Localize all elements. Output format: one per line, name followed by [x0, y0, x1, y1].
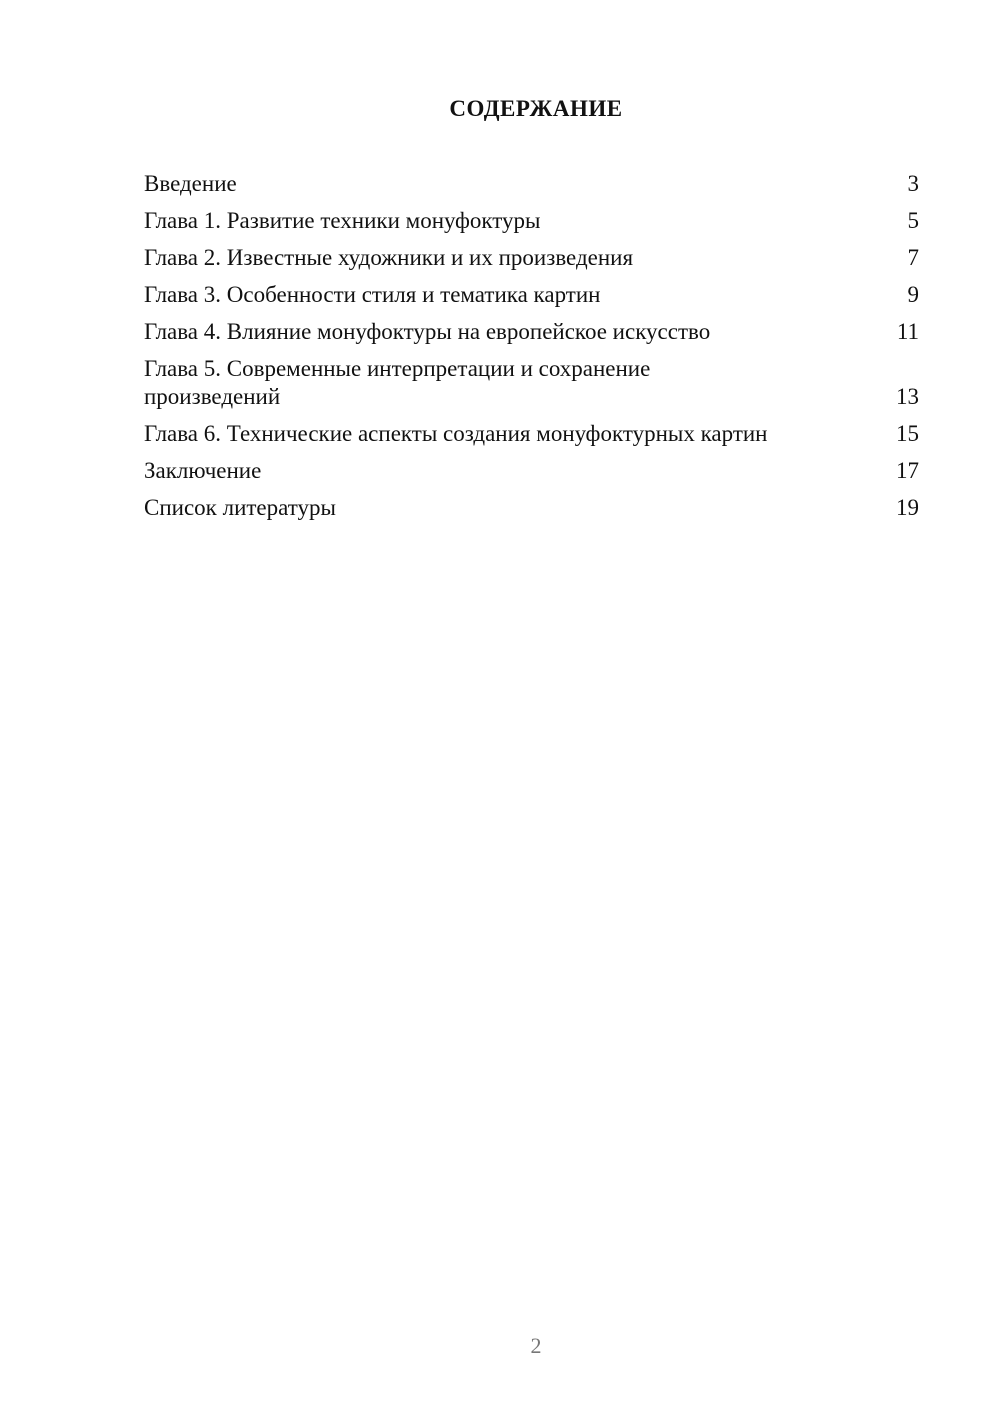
toc-entry-chapter-3: [144, 281, 919, 309]
toc-entry-conclusion: [144, 457, 919, 485]
toc-entry-text: Введение: [144, 171, 237, 196]
toc-entry-chapter-6: [144, 420, 919, 448]
toc-entry-text: Глава 5. Современные интерпретации и сохранение произведений: [144, 356, 651, 409]
toc-entry-page: 7: [907, 245, 919, 270]
toc-entry-page: 17: [896, 458, 919, 483]
toc-entry-page: 19: [896, 495, 919, 520]
toc-entry-page: 13: [896, 384, 919, 409]
toc-entry-chapter-1: [144, 207, 919, 235]
table-of-contents: [144, 170, 919, 531]
toc-entry-page: 9: [907, 282, 919, 307]
toc-entry-text: Глава 4. Влияние монуфоктуры на европейское искусство: [144, 319, 711, 344]
toc-entry-text: Глава 3. Особенности стиля и тематика картин: [144, 282, 601, 307]
toc-entry-text: Глава 1. Развитие техники монуфоктуры: [144, 208, 541, 233]
toc-entry-text: Глава 6. Технические аспекты создания монуфоктурных картин: [144, 421, 768, 446]
toc-entry-chapter-5: [144, 355, 919, 411]
toc-entry-introduction: [144, 170, 919, 198]
page-number: 2: [530, 1333, 542, 1358]
toc-entry-text: Список литературы: [144, 495, 336, 520]
toc-entry-references: [144, 494, 919, 522]
toc-entry-page: 3: [907, 171, 919, 196]
toc-entry-text: Глава 2. Известные художники и их произведения: [144, 245, 634, 270]
toc-entry-text: Заключение: [144, 458, 262, 483]
toc-title: СОДЕРЖАНИЕ: [449, 96, 623, 121]
toc-entry-page: 5: [907, 208, 919, 233]
toc-entry-page: 15: [896, 421, 919, 446]
toc-entry-chapter-2: [144, 244, 919, 272]
toc-entry-chapter-4: [144, 318, 919, 346]
toc-entry-page: 11: [896, 319, 919, 344]
